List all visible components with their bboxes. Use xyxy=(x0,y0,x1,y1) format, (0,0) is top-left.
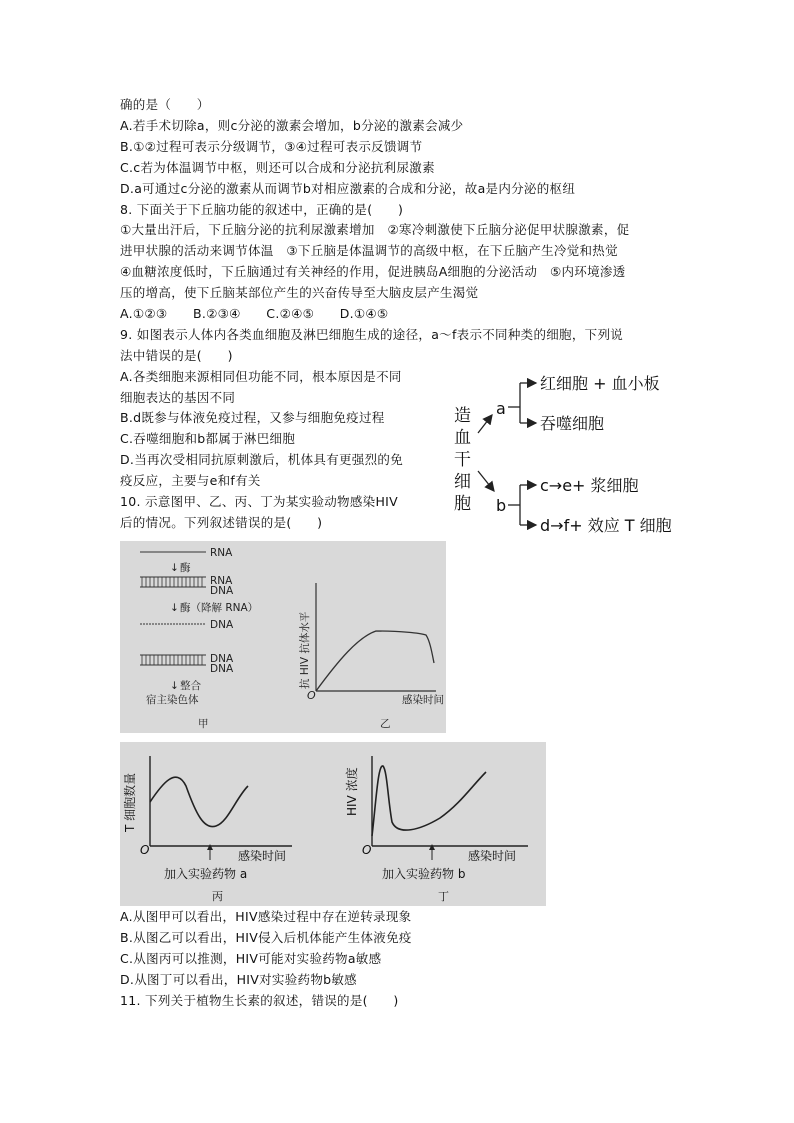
enzyme-label: 酶 xyxy=(180,562,191,574)
double-dna xyxy=(142,655,202,665)
y-axis-label: 抗 HIV 抗体水平 xyxy=(299,611,311,689)
figure-caption-bing: 丙 xyxy=(212,890,223,903)
origin-label: O xyxy=(362,843,372,857)
down-arrow-icon: ↓ xyxy=(170,562,179,574)
figure-panel-jia-yi xyxy=(120,541,446,733)
q10-stem-cont: 后的情况。下列叙述错误的是( ) xyxy=(120,515,323,530)
q8-statement-line: ①大量出汗后，下丘脑分泌的抗利尿激素增加 ②寒冷刺激使下丘脑分泌促甲状腺激素，促 xyxy=(120,222,630,237)
q9-option-a: A.各类细胞来源相同但功能不同，根本原因是不同 xyxy=(120,369,402,384)
q10-option-d: D.从图丁可以看出，HIV对实验药物b敏感 xyxy=(120,972,357,987)
origin-label: O xyxy=(307,689,316,702)
hiv-curve xyxy=(372,766,486,836)
chart-yi xyxy=(298,583,444,730)
figure-caption-ding: 丁 xyxy=(438,890,449,903)
q9-option-c: C.吞噬细胞和b都属于淋巴细胞 xyxy=(120,431,296,446)
antibody-curve xyxy=(316,631,434,691)
q10-option-c: C.从图丙可以推测，HIV可能对实验药物a敏感 xyxy=(120,951,382,966)
integrate-label: 整合 xyxy=(180,680,201,692)
rna-label: RNA xyxy=(210,547,233,559)
hybrid-dna-label: DNA xyxy=(210,585,234,597)
x-axis-label: 感染时间 xyxy=(468,849,517,863)
q7-option-c: C.c若为体温调节中枢，则还可以合成和分泌抗利尿激素 xyxy=(120,160,435,175)
drug-b-label: 加入实验药物 b xyxy=(382,867,466,881)
q10-stem: 10. 示意图甲、乙、丙、丁为某实验动物感染HIV xyxy=(120,494,398,509)
figure-caption-jia: 甲 xyxy=(198,718,209,730)
double-dna-label: DNA xyxy=(210,663,234,675)
red-cell-platelet-label: 红细胞 + 血小板 xyxy=(540,374,660,393)
figure-panel-bing-ding xyxy=(120,742,546,906)
arrow-to-a xyxy=(478,415,492,433)
q9-stem: 9. 如图表示人体内各类血细胞及淋巴细胞生成的途径，a～f表示不同种类的细胞，下列说 xyxy=(120,327,624,342)
chart-ding xyxy=(344,756,528,903)
rna-dna-hybrid xyxy=(142,577,202,587)
x-axis-label: 感染时间 xyxy=(402,694,444,706)
q9-option-b: B.d既参与体液免疫过程，又参与细胞免疫过程 xyxy=(120,410,385,425)
origin-label: O xyxy=(140,843,150,857)
down-arrow-icon: ↓ xyxy=(170,680,179,692)
effector-t-cell-path-label: d→f+ 效应 T 细胞 xyxy=(540,516,672,535)
cell-a-label: a xyxy=(496,399,506,418)
cell-b-label: b xyxy=(496,496,507,515)
host-chromosome-label: 宿主染色体 xyxy=(146,694,199,706)
chart-bing xyxy=(122,756,292,903)
q7-option-a: A.若手术切除a，则c分泌的激素会增加，b分泌的激素会减少 xyxy=(120,118,464,133)
q9-option-a-cont: 细胞表达的基因不同 xyxy=(120,390,236,405)
q10-option-a: A.从图甲可以看出，HIV感染过程中存在逆转录现象 xyxy=(120,909,412,924)
q8-statement-line: ④血糖浓度低时，下丘脑通过有关神经的作用，促进胰岛A细胞的分泌活动 ⑤内环境渗透 xyxy=(120,264,626,279)
q9-option-d: D.当再次受相同抗原刺激后，机体具有更强烈的免 xyxy=(120,452,403,467)
q11-stem: 11. 下列关于植物生长素的叙述，错误的是( ) xyxy=(120,993,399,1008)
enzyme-degrade-rna-label: 酶（降解 RNA） xyxy=(180,602,259,614)
y-axis-label: T 细胞数量 xyxy=(123,772,137,832)
q8-stem: 8. 下面关于下丘脑功能的叙述中，正确的是( ) xyxy=(120,202,404,217)
figure-caption-yi: 乙 xyxy=(380,718,391,730)
double-dna-label: DNA xyxy=(210,653,234,665)
stem-char: 造 xyxy=(454,406,471,426)
q8-statement-line: 压的增高，使下丘脑某部位产生的兴奋传导至大脑皮层产生渴觉 xyxy=(120,285,479,300)
y-axis-label: HIV 浓度 xyxy=(345,767,359,816)
q8-options: A.①②③ B.②③④ C.②④⑤ D.①④⑤ xyxy=(120,306,389,321)
q7-option-b: B.①②过程可表示分级调节，③④过程可表示反馈调节 xyxy=(120,139,423,154)
q8-statement-line: 进甲状腺的活动来调节体温 ③下丘脑是体温调节的高级中枢，在下丘脑产生冷觉和热觉 xyxy=(120,243,618,258)
drug-a-label: 加入实验药物 a xyxy=(164,867,248,881)
x-axis-label: 感染时间 xyxy=(238,849,287,863)
stem-char: 胞 xyxy=(454,494,471,514)
q10-option-b: B.从图乙可以看出，HIV侵入后机体能产生体液免疫 xyxy=(120,930,412,945)
stem-char: 细 xyxy=(454,472,471,492)
arrow-to-b xyxy=(478,471,494,491)
hybrid-rna-label: RNA xyxy=(210,575,233,587)
phagocyte-label: 吞噬细胞 xyxy=(540,414,605,433)
q7-option-d: D.a可通过c分泌的激素从而调节b对相应激素的合成和分泌，故a是内分泌的枢纽 xyxy=(120,181,576,196)
stem-char: 血 xyxy=(454,428,471,448)
stem-char: 干 xyxy=(454,450,471,470)
hematopoiesis-diagram xyxy=(448,365,708,545)
q7-stem-tail: 确的是（ ） xyxy=(120,97,210,112)
t-cell-curve xyxy=(150,777,248,826)
q9-stem-cont: 法中错误的是( ) xyxy=(120,348,233,363)
dna-label: DNA xyxy=(210,619,234,631)
down-arrow-icon: ↓ xyxy=(170,602,179,614)
plasma-cell-path-label: c→e+ 浆细胞 xyxy=(540,476,639,495)
q9-option-d-cont: 疫反应，主要与e和f有关 xyxy=(120,473,261,488)
